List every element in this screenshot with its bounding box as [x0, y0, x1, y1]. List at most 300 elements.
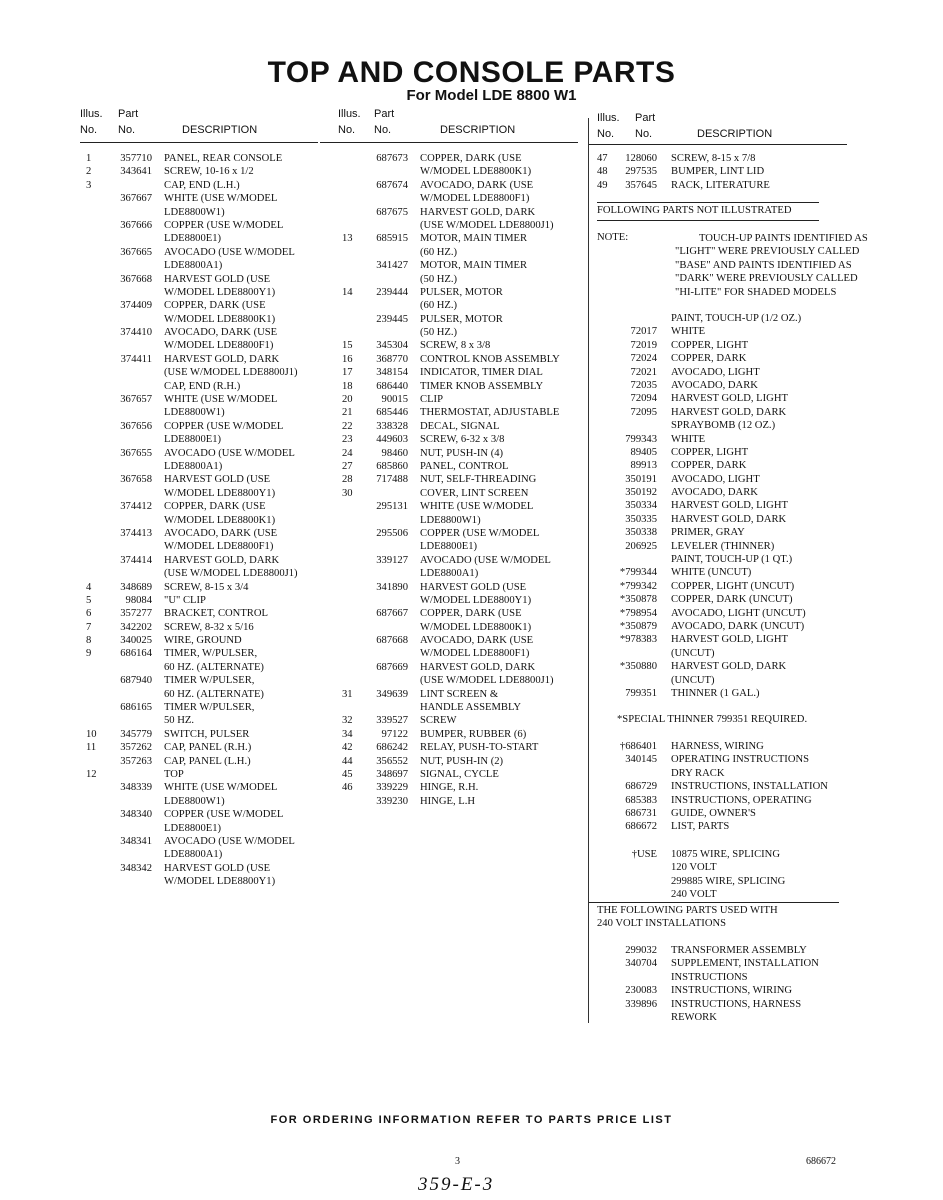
part-description: W/MODEL LDE8800F1)	[420, 648, 530, 660]
part-number: 686731	[625, 807, 657, 819]
parts-row	[86, 621, 322, 634]
parts-row	[597, 620, 857, 633]
illus-number: 49	[597, 179, 608, 191]
part-number: 206925	[625, 540, 657, 552]
parts-row	[342, 661, 580, 674]
parts-row	[597, 473, 857, 486]
illus-number: 28	[342, 474, 353, 486]
part-number: 374409	[120, 300, 152, 312]
part-number: 72017	[630, 326, 657, 338]
parts-row	[86, 741, 322, 754]
part-description: PULSER, MOTOR	[420, 286, 503, 298]
part-description: AVOCADO, LIGHT	[671, 473, 760, 485]
part-number: 340025	[120, 635, 152, 647]
part-description: (USE W/MODEL LDE8800J1)	[164, 568, 298, 580]
part-description: NUT, PUSH-IN (4)	[420, 447, 504, 459]
part-description: W/MODEL LDE8800Y1)	[164, 286, 276, 298]
part-number: 340145	[625, 754, 657, 766]
part-description: WHITE	[671, 326, 706, 338]
volt240-parts-list	[597, 944, 857, 1024]
column-header	[597, 112, 862, 146]
part-description: AVOCADO, DARK	[671, 379, 758, 391]
parts-row	[86, 165, 322, 178]
part-number: 348154	[376, 367, 408, 379]
part-number: 687669	[376, 661, 408, 673]
part-number: 799343	[625, 433, 657, 445]
parts-row	[342, 581, 580, 594]
volt240-heading-line: 240 VOLT INSTALLATIONS	[597, 918, 727, 930]
part-description: WHITE (USE W/MODEL	[164, 193, 278, 205]
header-part: Part	[635, 112, 656, 124]
part-description: (60 HZ.)	[420, 246, 458, 258]
part-number: 367657	[120, 394, 152, 406]
part-description: HARVEST GOLD (USE	[420, 581, 527, 593]
parts-column-1	[80, 108, 320, 888]
header-part-no: No.	[118, 124, 136, 136]
parts-row	[86, 473, 322, 486]
parts-row	[597, 753, 857, 766]
parts-row	[342, 741, 580, 754]
part-description: LDE8800W1)	[164, 407, 225, 419]
part-description: W/MODEL LDE8800Y1)	[164, 487, 276, 499]
parts-row	[342, 487, 580, 500]
part-description: (USE W/MODEL LDE8800J1)	[420, 675, 554, 687]
parts-row	[342, 433, 580, 446]
part-description: THINNER (1 GAL.)	[671, 687, 760, 699]
parts-row	[342, 714, 580, 727]
part-description: WHITE (UNCUT)	[671, 567, 752, 579]
part-number: 339527	[376, 715, 408, 727]
parts-row	[86, 728, 322, 741]
parts-list-2	[342, 152, 580, 808]
part-number: 685915	[376, 233, 408, 245]
part-description: HARVEST GOLD, DARK	[671, 406, 787, 418]
part-description: COPPER, DARK (UNCUT)	[671, 594, 793, 606]
part-description: SCREW, 8 x 3/8	[420, 340, 491, 352]
part-number: 367656	[120, 420, 152, 432]
parts-row	[86, 273, 322, 286]
part-description: COPPER, DARK	[671, 353, 747, 365]
part-number: 343641	[120, 166, 152, 178]
parts-row	[342, 527, 580, 540]
part-description: SCREW, 8-15 x 3/4	[164, 581, 249, 593]
part-number: 374411	[120, 353, 152, 365]
header-part-no: No.	[635, 128, 653, 140]
parts-row	[86, 179, 322, 192]
parts-row	[86, 487, 322, 500]
part-description: COPPER, LIGHT	[671, 339, 749, 351]
parts-row	[86, 514, 322, 527]
parts-row	[342, 192, 580, 205]
part-description: W/MODEL LDE8800Y1)	[164, 876, 276, 888]
note-text	[675, 232, 868, 299]
part-number: 338328	[376, 420, 408, 432]
part-description: HARVEST GOLD (USE	[164, 862, 271, 874]
part-description: HARVEST GOLD, DARK	[671, 513, 787, 525]
part-number: 349639	[376, 688, 408, 700]
part-number: 687668	[376, 635, 408, 647]
illus-number: 7	[86, 621, 92, 633]
illus-number: 2	[86, 166, 92, 178]
not-illustrated-heading: FOLLOWING PARTS NOT ILLUSTRATED	[597, 205, 792, 216]
parts-row	[597, 848, 857, 861]
illus-number: 8	[86, 635, 92, 647]
part-description: AVOCADO, LIGHT (UNCUT)	[671, 607, 806, 619]
parts-row	[342, 554, 580, 567]
parts-row	[342, 688, 580, 701]
illus-number: 1	[86, 153, 92, 164]
part-number: *350879	[619, 620, 657, 632]
header-illus: Illus.	[338, 108, 361, 120]
part-description: RELAY, PUSH-TO-START	[420, 742, 539, 754]
parts-row	[86, 714, 322, 727]
part-description: AVOCADO, DARK (USE	[420, 179, 534, 191]
part-description: HINGE, L.H	[420, 795, 476, 807]
parts-row	[597, 513, 857, 526]
part-description: COPPER (USE W/MODEL	[164, 809, 284, 821]
part-description: BRACKET, CONTROL	[164, 608, 268, 620]
part-description: COPPER, DARK (USE	[164, 501, 266, 513]
illus-number: 15	[342, 340, 353, 352]
part-description: HARVEST GOLD, LIGHT	[671, 634, 788, 646]
part-number: 72021	[630, 366, 657, 378]
parts-row	[597, 392, 857, 405]
part-description: INSTRUCTIONS, HARNESS	[671, 998, 802, 1010]
part-description: HARVEST GOLD, DARK	[164, 554, 280, 566]
part-description: LEVELER (THINNER)	[671, 540, 775, 552]
parts-row	[597, 633, 857, 646]
part-description: 50 HZ.	[164, 715, 195, 727]
parts-row	[597, 875, 857, 888]
part-number: 72095	[630, 406, 657, 418]
part-description: W/MODEL LDE8800K1)	[420, 621, 532, 633]
part-description: WHITE	[671, 433, 706, 445]
illus-number: 5	[86, 594, 92, 606]
part-number: 368770	[376, 353, 408, 365]
part-number: 799351	[625, 687, 657, 699]
part-description: 120 VOLT	[671, 862, 717, 874]
part-number: *799344	[619, 567, 657, 579]
part-description: W/MODEL LDE8800K1)	[164, 514, 276, 526]
illus-number: 32	[342, 715, 353, 727]
illus-number: 30	[342, 487, 353, 499]
parts-row	[342, 380, 580, 393]
part-description: REWORK	[671, 1011, 717, 1023]
illus-number: 34	[342, 728, 353, 740]
parts-row	[597, 339, 857, 352]
header-rule	[80, 142, 318, 143]
parts-row	[597, 446, 857, 459]
parts-row	[342, 406, 580, 419]
part-number: 89913	[630, 460, 657, 472]
part-number: 357263	[120, 755, 152, 767]
part-description: AVOCADO, LIGHT	[671, 366, 760, 378]
part-description: COPPER, DARK (USE	[420, 153, 522, 164]
header-description: DESCRIPTION	[440, 124, 516, 136]
part-number: 686242	[376, 742, 408, 754]
part-description: LDE8800A1)	[164, 260, 223, 272]
header-description: DESCRIPTION	[182, 124, 258, 136]
illus-number: 13	[342, 233, 353, 245]
parts-row	[86, 875, 322, 888]
illus-number: 4	[86, 581, 92, 593]
section-rule	[589, 902, 839, 903]
part-number: 687667	[376, 608, 408, 620]
illus-number: 10	[86, 728, 97, 740]
header-no: No.	[597, 128, 615, 140]
part-description: DECAL, SIGNAL	[420, 420, 500, 432]
part-number: 128060	[625, 153, 657, 164]
header-rule	[589, 144, 847, 145]
parts-row	[342, 152, 580, 165]
illus-number: 31	[342, 688, 353, 700]
parts-row	[597, 459, 857, 472]
column-header	[338, 108, 580, 142]
part-description: COPPER, LIGHT (UNCUT)	[671, 580, 795, 592]
parts-row	[86, 339, 322, 352]
parts-row	[597, 780, 857, 793]
parts-row	[86, 232, 322, 245]
parts-row	[342, 701, 580, 714]
parts-row	[86, 433, 322, 446]
parts-row	[86, 152, 322, 165]
part-number: 348340	[120, 809, 152, 821]
parts-row	[342, 674, 580, 687]
illus-number: 22	[342, 420, 353, 432]
column-header	[80, 108, 320, 142]
parts-row	[597, 740, 857, 753]
parts-row	[597, 433, 857, 446]
part-number: 239445	[376, 313, 408, 325]
part-description: TRANSFORMER ASSEMBLY	[671, 945, 807, 956]
header-no: No.	[338, 124, 356, 136]
parts-row	[342, 326, 580, 339]
part-number: 342202	[120, 621, 152, 633]
part-description: NUT, SELF-THREADING	[420, 474, 537, 486]
part-number: 89405	[630, 446, 657, 458]
part-description: 299885 WIRE, SPLICING	[671, 875, 786, 887]
part-description: NUT, PUSH-IN (2)	[420, 755, 504, 767]
part-description: (USE W/MODEL LDE8800J1)	[420, 219, 554, 231]
part-description: BUMPER, LINT LID	[671, 166, 765, 178]
part-description: (UNCUT)	[671, 674, 715, 686]
parts-row	[342, 179, 580, 192]
section-rule	[597, 220, 819, 221]
parts-row	[86, 527, 322, 540]
part-description: HARVEST GOLD, LIGHT	[671, 393, 788, 405]
part-number: 239444	[376, 286, 408, 298]
part-description: LDE8800A1)	[420, 568, 479, 580]
illus-number: 14	[342, 286, 353, 298]
part-number: 350338	[625, 527, 657, 539]
page-subtitle: For Model LDE 8800 W1	[406, 87, 577, 104]
part-number: 98460	[381, 447, 408, 459]
parts-row	[597, 540, 857, 553]
note-line: TOUCH-UP PAINTS IDENTIFIED AS	[699, 233, 868, 244]
parts-row	[342, 339, 580, 352]
illus-number: 27	[342, 460, 353, 472]
parts-row	[342, 165, 580, 178]
illus-number: 12	[86, 768, 97, 780]
parts-row	[342, 473, 580, 486]
parts-row	[597, 984, 857, 997]
parts-row	[342, 206, 580, 219]
parts-row	[86, 326, 322, 339]
parts-row	[597, 419, 857, 432]
parts-row	[342, 540, 580, 553]
illus-number: 48	[597, 166, 608, 178]
parts-row	[597, 794, 857, 807]
part-description: HARVEST GOLD (USE	[164, 273, 271, 285]
part-number: 348689	[120, 581, 152, 593]
parts-row	[597, 1011, 857, 1024]
parts-row	[597, 807, 857, 820]
touch-up-paint-list	[597, 312, 857, 700]
illus-number: 44	[342, 755, 353, 767]
part-description: HARVEST GOLD (USE	[164, 474, 271, 486]
part-description: W/MODEL LDE8800K1)	[164, 313, 276, 325]
parts-row	[342, 634, 580, 647]
part-number: 374413	[120, 527, 152, 539]
parts-row	[86, 366, 322, 379]
parts-row	[86, 286, 322, 299]
part-number: 341427	[376, 260, 408, 272]
parts-row	[342, 393, 580, 406]
parts-row	[342, 795, 580, 808]
part-number: 357710	[120, 153, 152, 164]
parts-row	[342, 647, 580, 660]
illus-number: 47	[597, 153, 608, 164]
part-number: 339127	[376, 554, 408, 566]
part-description: OPERATING INSTRUCTIONS	[671, 754, 810, 766]
part-description: AVOCADO, DARK (USE	[164, 327, 278, 339]
part-number: 339896	[625, 998, 657, 1010]
parts-row	[342, 299, 580, 312]
part-description: SWITCH, PULSER	[164, 728, 250, 740]
part-description: GUIDE, OWNER'S	[671, 807, 756, 819]
part-description: SUPPLEMENT, INSTALLATION	[671, 958, 819, 970]
parts-column-2	[338, 108, 580, 807]
part-number: 685383	[625, 794, 657, 806]
parts-row	[86, 447, 322, 460]
part-number: 357645	[625, 179, 657, 191]
part-number: 367658	[120, 474, 152, 486]
parts-row	[86, 219, 322, 232]
parts-row	[86, 822, 322, 835]
part-description: LIST, PARTS	[671, 821, 730, 833]
illus-number: 45	[342, 768, 353, 780]
part-number: 350192	[625, 487, 657, 499]
illus-number: 24	[342, 447, 353, 459]
part-number: 686729	[625, 781, 657, 793]
parts-row	[597, 152, 857, 165]
parts-row	[342, 460, 580, 473]
parts-row	[597, 593, 857, 606]
parts-row	[597, 312, 857, 325]
parts-row	[86, 554, 322, 567]
part-description: (50 HZ.)	[420, 273, 458, 285]
part-description: HARVEST GOLD, DARK	[420, 661, 536, 673]
part-description: LDE8800E1)	[420, 541, 478, 553]
part-description: AVOCADO (USE W/MODEL	[164, 447, 295, 459]
part-description: SCREW	[420, 715, 457, 727]
part-description: CAP, END (L.H.)	[164, 179, 240, 191]
part-number: 348342	[120, 862, 152, 874]
illus-number: 21	[342, 407, 353, 419]
header-no: No.	[80, 124, 98, 136]
page-number: 3	[455, 1156, 460, 1167]
parts-row	[342, 313, 580, 326]
part-number: 350335	[625, 513, 657, 525]
illus-number: 6	[86, 608, 92, 620]
part-description: INDICATOR, TIMER DIAL	[420, 367, 543, 379]
parts-row	[86, 460, 322, 473]
part-number: 686672	[625, 821, 657, 833]
part-description: INSTRUCTIONS, INSTALLATION	[671, 781, 828, 793]
parts-row	[86, 192, 322, 205]
part-number: 72019	[630, 339, 657, 351]
part-number: 345304	[376, 340, 408, 352]
parts-row	[597, 674, 857, 687]
parts-list-3	[597, 152, 857, 192]
parts-row	[86, 688, 322, 701]
part-description: HARVEST GOLD, DARK	[420, 206, 536, 218]
illus-number: 11	[86, 742, 97, 754]
volt240-heading	[597, 904, 847, 931]
part-description: THERMOSTAT, ADJUSTABLE	[420, 407, 560, 419]
part-description: DRY RACK	[671, 767, 725, 779]
part-number: 348341	[120, 835, 152, 847]
parts-row	[86, 299, 322, 312]
parts-row	[86, 246, 322, 259]
part-description: MOTOR, MAIN TIMER	[420, 233, 528, 245]
header-part-no: No.	[374, 124, 392, 136]
part-description: INSTRUCTIONS, WIRING	[671, 985, 793, 997]
part-description: COPPER, LIGHT	[671, 446, 749, 458]
part-number: 356552	[376, 755, 408, 767]
note-line: "DARK" WERE PREVIOUSLY CALLED	[675, 273, 858, 285]
part-number: 295131	[376, 501, 408, 513]
part-description: AVOCADO, DARK (USE	[420, 635, 534, 647]
parts-row	[86, 781, 322, 794]
part-description: AVOCADO, DARK	[671, 487, 758, 499]
parts-row	[342, 259, 580, 272]
part-number: 449603	[376, 434, 408, 446]
parts-list-1	[86, 152, 322, 888]
illus-number: 18	[342, 380, 353, 392]
part-description: WIRE, GROUND	[164, 635, 242, 647]
part-description: W/MODEL LDE8800F1)	[164, 541, 274, 553]
part-description: LDE8800A1)	[164, 849, 223, 861]
part-description: SPRAYBOMB (12 OZ.)	[671, 420, 776, 432]
part-description: LDE8800E1)	[164, 233, 222, 245]
parts-row	[86, 768, 322, 781]
part-description: TIMER KNOB ASSEMBLY	[420, 380, 544, 392]
part-number: 717488	[376, 474, 408, 486]
part-description: SCREW, 10-16 x 1/2	[164, 166, 254, 178]
part-number: 687674	[376, 179, 408, 191]
ordering-info-footer: FOR ORDERING INFORMATION REFER TO PARTS PRICE LIST	[270, 1114, 673, 1126]
parts-row	[342, 781, 580, 794]
illus-number: 17	[342, 367, 353, 379]
illus-number: 16	[342, 353, 353, 365]
parts-row	[86, 808, 322, 821]
part-description: WHITE (USE W/MODEL	[420, 501, 534, 513]
part-description: INSTRUCTIONS	[671, 971, 748, 983]
parts-row	[342, 621, 580, 634]
part-number: 297535	[625, 166, 657, 178]
part-description: W/MODEL LDE8800Y1)	[420, 594, 532, 606]
